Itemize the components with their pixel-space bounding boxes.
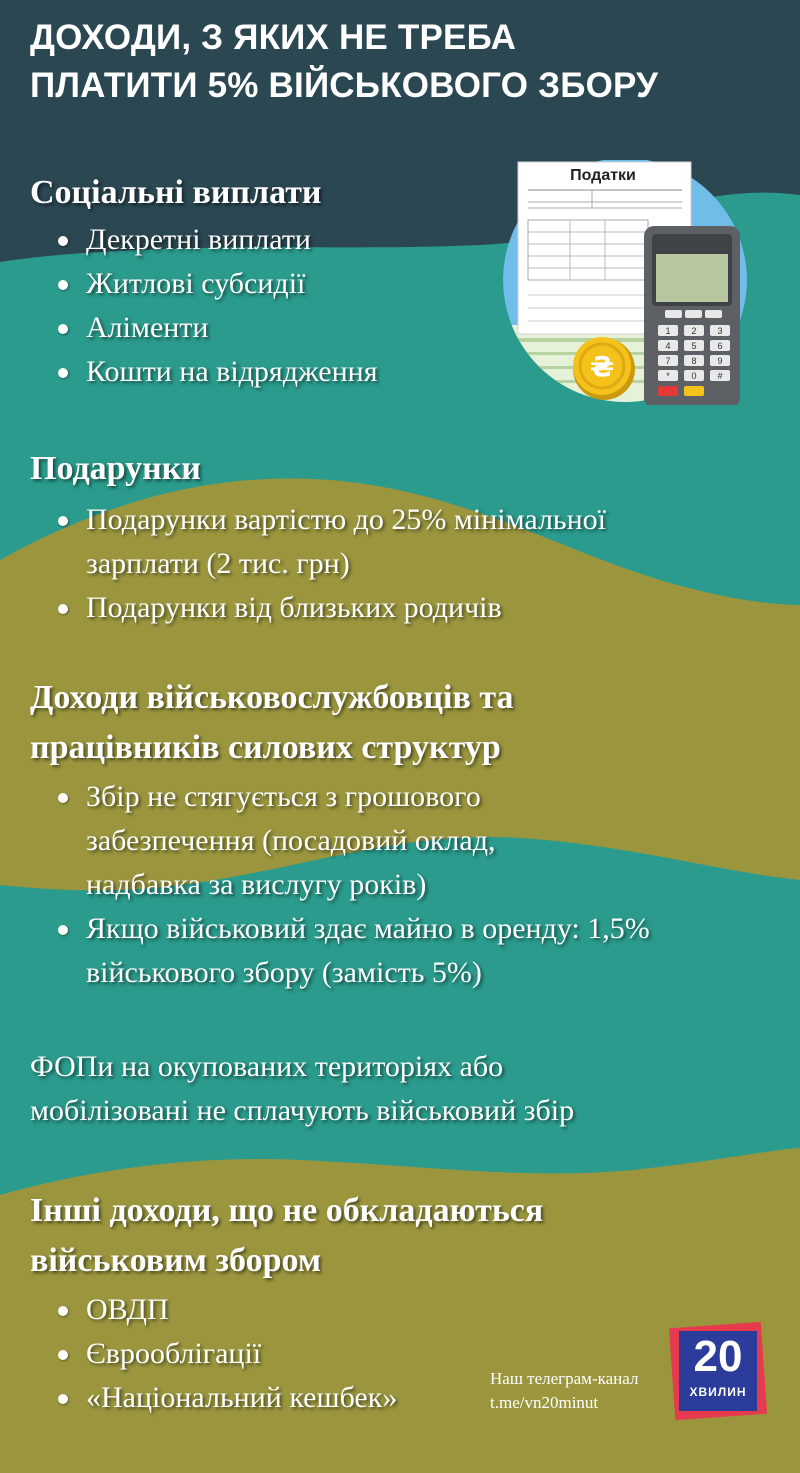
keypad-key-label: * (666, 371, 670, 381)
bullet-dot (58, 604, 68, 614)
bullet-dot (58, 1394, 68, 1404)
section-title (30, 1186, 750, 1286)
list-item (30, 262, 750, 306)
section-title-line: Соціальні виплати (30, 174, 322, 211)
keypad-key-label: # (717, 371, 723, 381)
list-item (30, 218, 750, 262)
bullet-list (30, 775, 750, 995)
section-military-income (30, 673, 750, 995)
keypad-key-label: 0 (691, 371, 697, 381)
bullet-dot (58, 280, 68, 290)
bullet-dot (58, 516, 68, 526)
bullet-dot (58, 368, 68, 378)
list-item-text: Подарунки вартістю до 25% мінімальної зарплати (2 тис. грн) (86, 503, 607, 580)
coin-symbol: ₴ (589, 350, 615, 383)
telegram-caption: Наш телеграм-канал (490, 1369, 639, 1388)
keypad-key-label: 1 (665, 326, 671, 336)
list-item (30, 1376, 750, 1420)
fop-note-line-2: мобілізовані не сплачують військовий збір (30, 1094, 575, 1127)
keypad-key-label: 7 (665, 356, 671, 366)
section-title-line: Інші доходи, що не обкладаються (30, 1192, 544, 1229)
section-social-payments (30, 168, 750, 394)
bullet-list (30, 498, 750, 630)
list-item-text: Подарунки від близьких родичів (86, 591, 502, 624)
bullet-dot (58, 324, 68, 334)
20-khvylyn-logo[interactable] (672, 1325, 764, 1417)
document-label: Податки (570, 167, 636, 184)
list-item-text: Якщо військовий здає майно в оренду: 1,5% військового збору (замість 5%) (86, 912, 650, 989)
list-item (30, 586, 750, 630)
section-gifts (30, 444, 750, 630)
section-title-line: Подарунки (30, 450, 201, 487)
list-item (30, 306, 750, 350)
list-item-text: Декретні виплати (86, 223, 311, 256)
fop-note-line-1: ФОПи на окупованих територіях або (30, 1050, 504, 1083)
logo-number: 20 (693, 1332, 743, 1381)
keypad-key-label: 8 (691, 356, 697, 366)
section-title (30, 673, 750, 773)
keypad-key-label: 5 (691, 341, 697, 351)
section-title-line: Доходи військовослужбовців та (30, 679, 514, 716)
section-title-line: працівників силових структур (30, 729, 501, 766)
bullet-dot (58, 1306, 68, 1316)
list-item-text: Кошти на відрядження (86, 355, 378, 388)
bullet-dot (58, 1350, 68, 1360)
list-item-text: Єврооблігації (86, 1337, 262, 1370)
list-item (30, 907, 716, 995)
list-item (30, 498, 726, 586)
keypad-key-label: 3 (717, 326, 723, 336)
list-item (30, 1332, 750, 1376)
bullet-dot (58, 793, 68, 803)
list-item-text: Житлові субсидії (86, 267, 306, 300)
bullet-list (30, 218, 750, 394)
section-title (30, 168, 750, 218)
section-title (30, 444, 750, 494)
section-other-income (30, 1186, 750, 1420)
keypad-key-label: 9 (717, 356, 723, 366)
keypad-key-label: 4 (665, 341, 671, 351)
list-item-text: Аліменти (86, 311, 209, 344)
list-item-text: Збір не стягується з грошового забезпечення (посадовий оклад, надбавка за вислугу років) (86, 780, 496, 901)
bullet-list (30, 1288, 750, 1420)
telegram-link[interactable]: t.me/vn20minut (490, 1393, 599, 1412)
list-item (30, 1288, 750, 1332)
list-item (30, 350, 750, 394)
keypad-key-label: 2 (691, 326, 697, 336)
bullet-dot (58, 236, 68, 246)
keypad-key-label: 6 (717, 341, 723, 351)
main-title (30, 14, 658, 110)
fop-note (30, 1045, 750, 1133)
section-title-line: військовим збором (30, 1242, 322, 1279)
list-item-text: ОВДП (86, 1293, 169, 1326)
main-title-line-2: ПЛАТИТИ 5% ВІЙСЬКОВОГО ЗБОРУ (30, 66, 659, 105)
bullet-dot (58, 925, 68, 935)
main-title-line-1: ДОХОДИ, З ЯКИХ НЕ ТРЕБА (30, 18, 517, 57)
list-item (30, 775, 606, 907)
logo-word: ХВИЛИН (689, 1385, 747, 1399)
list-item-text: «Національний кешбек» (86, 1381, 398, 1414)
